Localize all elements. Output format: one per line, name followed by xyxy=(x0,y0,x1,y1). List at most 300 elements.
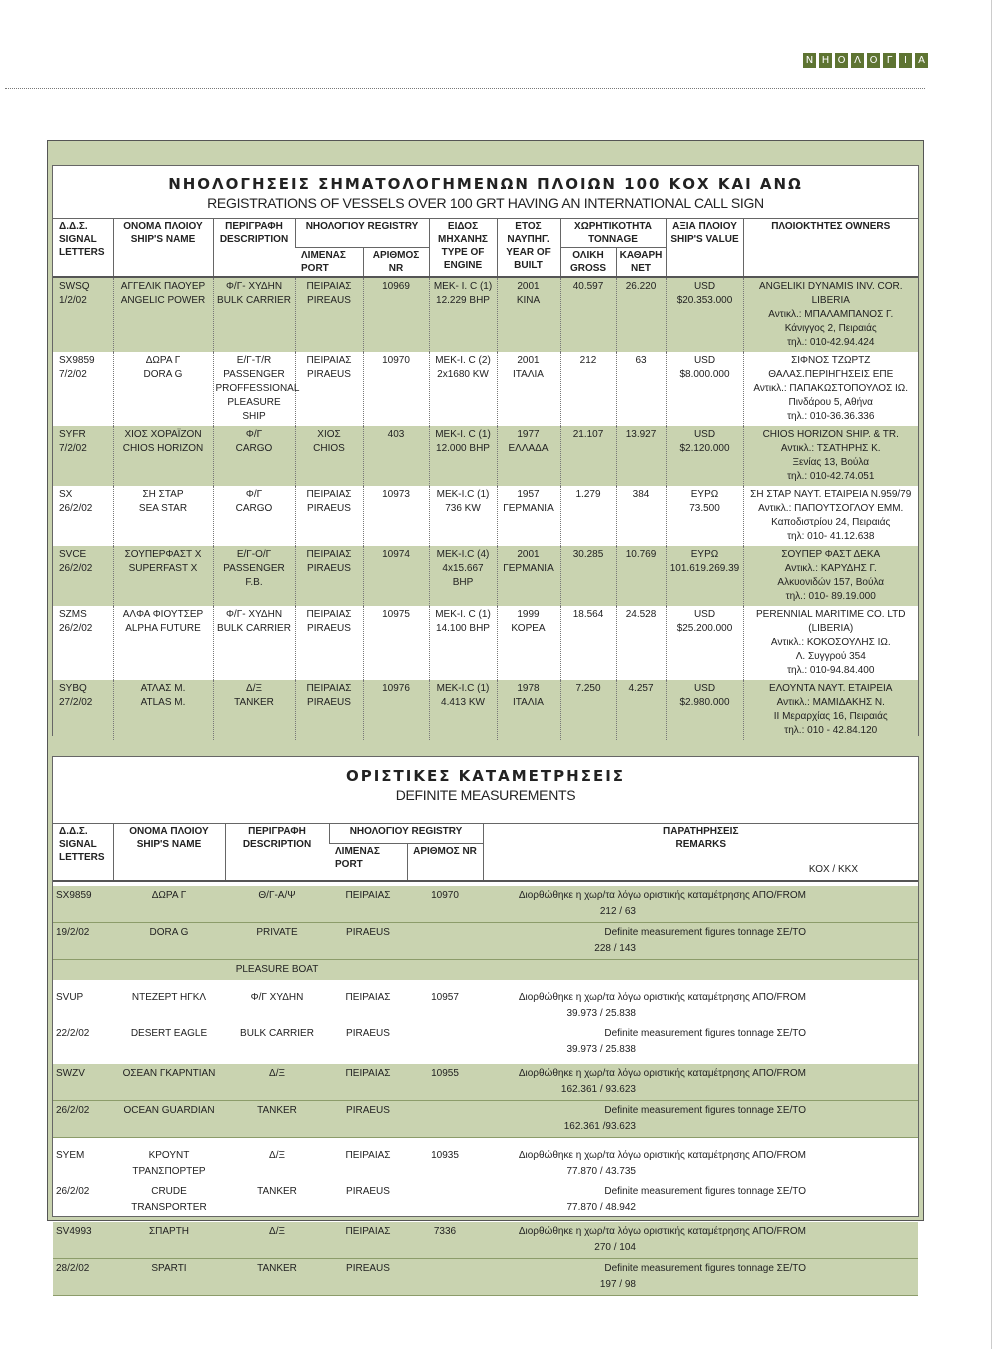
port-line: ΠΕΙΡΑΙΑΣ xyxy=(306,549,352,560)
owners-line: ANGELIKI DYNAMIS INV. COR. LIBERIA xyxy=(758,281,903,306)
port xyxy=(295,680,363,740)
ship-value-line: ΕΥΡΩ xyxy=(690,489,719,500)
description-line: PASSENGER xyxy=(223,369,285,380)
remark-tonnage: 39.973 / 25.838 xyxy=(566,1044,636,1055)
description-line: PASSENGER F.B. xyxy=(223,563,285,588)
registry-nr: 10935 xyxy=(431,1150,459,1161)
signal-letters-line: SX xyxy=(59,489,73,500)
signal-letters xyxy=(53,352,113,426)
port-gr: ΠΕΙΡΑΙΑΣ xyxy=(329,886,407,923)
ship-value xyxy=(666,606,743,680)
m-col-name: ΟΝΟΜΑ ΠΛΟΙΟΥ SHIP'S NAME xyxy=(113,824,225,882)
ship-name-gr: ΣΠΑΡΤΗ xyxy=(113,1222,225,1259)
col-nr: ΑΡΙΘΜΟΣ NR xyxy=(363,248,429,278)
year-built-line: ΓΕΡΜΑΝΙΑ xyxy=(503,563,554,574)
net-tonnage-line: 384 xyxy=(632,489,650,500)
ship-value-line: 73.500 xyxy=(689,503,720,514)
table-row xyxy=(53,1146,918,1182)
gross-tonnage xyxy=(560,426,616,486)
registry-nr: 7336 xyxy=(407,1222,483,1259)
m-col-nr: ΑΡΙΘΜΟΣ NR xyxy=(407,844,483,881)
engine-line: 736 KW xyxy=(445,503,481,514)
owners-line: ΕΛΟΥΝΤΑ ΝΑΥΤ. ΕΤΑΙΡΕΙΑ xyxy=(769,683,893,694)
ship-name-line: DORA G xyxy=(143,369,183,380)
ship-name-line: SEA STAR xyxy=(138,503,188,514)
engine-line: 14.100 BHP xyxy=(436,623,490,634)
col-signal: Δ.Δ.Σ. SIGNAL LETTERS xyxy=(53,219,113,278)
ship-name-gr: ΔΩΡΑ Γ xyxy=(113,886,225,923)
ship-name-line: CHIOS HORIZON xyxy=(122,443,204,454)
ship-name-line: ANGELIC POWER xyxy=(120,295,206,306)
description-line: Φ/Γ- ΧΥΔΗΝ xyxy=(225,281,283,292)
table-row xyxy=(53,1024,918,1060)
year-built-line: ΚΟΡΕΑ xyxy=(511,623,546,634)
engine-line: ΜΕΚ-Ι. C (1) xyxy=(435,609,491,620)
description-line: PROFFESSIONAL xyxy=(215,383,300,394)
gross-tonnage xyxy=(560,546,616,606)
ship-name-gr: ΝΤΕΖΕΡΤ ΗΓΚΛ xyxy=(131,992,207,1003)
description-en: TANKER xyxy=(225,1259,329,1296)
net-tonnage xyxy=(616,546,666,606)
ship-value-line: USD xyxy=(693,429,716,440)
engine-line: ΜΕΚ-Ι.C (4) xyxy=(436,549,490,560)
owners-line: Πινδάρου 5, Αθήνα xyxy=(788,397,873,408)
empty xyxy=(483,960,918,981)
remark-tonnage: 212 / 63 xyxy=(599,906,636,917)
registry-nr xyxy=(363,546,429,606)
remark-text: Διορθώθηκε η χωρ/τα λόγω οριστικής καταμέτρησης ΑΠΟ/FROM xyxy=(518,1226,806,1237)
port-line: CHIOS xyxy=(313,443,345,454)
banner-letter: Α xyxy=(915,53,928,68)
port-en: PIRAEUS xyxy=(346,1028,390,1039)
engine xyxy=(429,352,497,426)
col-net: ΚΑΘΑΡΗ NET xyxy=(616,248,666,278)
owners-line: Καποδιστρίου 24, Πειραιάς xyxy=(771,517,891,528)
port xyxy=(295,546,363,606)
ship-name-line: ΧΙΟΣ ΧΟΡΑΪΖΟΝ xyxy=(124,429,202,440)
remark-text: Definite measurement figures tonnage ΣΕ/ΤΟ xyxy=(604,1028,806,1039)
engine-line: ΜΕΚ-Ι.C (1) xyxy=(436,683,490,694)
ship-value-line: $20.353.000 xyxy=(676,295,733,306)
signal-letters: SVUP xyxy=(56,992,84,1003)
owners-line: τηλ.: 010- 89.19.000 xyxy=(785,591,876,602)
registry-nr-line: 10970 xyxy=(382,355,410,366)
m-col-remarks xyxy=(483,824,918,882)
col-port: ΛΙΜΕΝΑΣ PORT xyxy=(295,248,363,278)
banner-letter: Ν xyxy=(803,53,816,68)
empty xyxy=(407,960,483,981)
engine-line: ΜΕΚ-Ι.C (1) xyxy=(436,489,490,500)
col-tonnage: ΧΩΡΗΤΙΚΟΤΗΤΑ TONNAGE xyxy=(560,219,666,248)
table-row xyxy=(53,988,918,1024)
ship-name xyxy=(113,486,213,546)
col-gross: ΟΛΙΚΗ GROSS xyxy=(560,248,616,278)
m-col-description: ΠΕΡΙΓΡΑΦΗ DESCRIPTION xyxy=(225,824,329,882)
owners-line: τηλ.: 010-36.36.336 xyxy=(787,411,875,422)
engine-line: ΜΕΚ- Ι. C (1) xyxy=(433,281,493,292)
port-line: PIRAEUS xyxy=(307,623,351,634)
col-name: ΟΝΟΜΑ ΠΛΟΙΟΥ SHIP'S NAME xyxy=(113,219,213,278)
engine xyxy=(429,606,497,680)
remark xyxy=(483,1259,918,1296)
port-gr: ΠΕΙΡΑΙΑΣ xyxy=(329,1222,407,1259)
year-built-line: ΓΕΡΜΑΝΙΑ xyxy=(503,503,554,514)
year-built-line: ΙΤΑΛΙΑ xyxy=(513,369,544,380)
net-tonnage-line: 10.769 xyxy=(625,549,657,560)
gross-tonnage-line: 7.250 xyxy=(575,683,601,694)
description xyxy=(213,680,295,740)
engine-line: 4x15.667 BHP xyxy=(442,563,484,588)
remark xyxy=(483,1222,918,1259)
description xyxy=(213,546,295,606)
ship-name-line: ΑΤΛΑΣ Μ. xyxy=(140,683,186,694)
banner-letter: Ο xyxy=(867,53,880,68)
description-gr: Δ/Ξ xyxy=(225,1222,329,1259)
description-line: Φ/Γ- ΧΥΔΗΝ xyxy=(225,609,283,620)
registry-nr: 10957 xyxy=(431,992,459,1003)
empty xyxy=(113,960,225,981)
table-row xyxy=(53,1182,918,1218)
ship-name-line: ΣΗ ΣΤΑΡ xyxy=(142,489,184,500)
ship-value xyxy=(666,680,743,740)
year-built-line: 1957 xyxy=(517,489,540,500)
owners-line: τηλ.: 010-94.84.400 xyxy=(787,665,875,676)
table-row xyxy=(53,1101,918,1138)
signal-letters: SV4993 xyxy=(53,1222,113,1259)
registry-nr-empty xyxy=(407,1024,483,1060)
port-line: ΠΕΙΡΑΙΑΣ xyxy=(306,355,352,366)
net-tonnage xyxy=(616,277,666,352)
table-row xyxy=(53,606,918,680)
remark xyxy=(483,1024,918,1060)
owners-line: τηλ.: 010-42.74.051 xyxy=(787,471,875,482)
col-value: ΑΞΙΑ ΠΛΟΙΟΥ SHIP'S VALUE xyxy=(666,219,743,278)
remark-tonnage: 197 / 98 xyxy=(599,1279,636,1290)
remark-text: Definite measurement figures tonnage ΣΕ/ΤΟ xyxy=(604,1263,806,1274)
year-built xyxy=(497,352,560,426)
measurements-title-en: DEFINITE MEASUREMENTS xyxy=(395,787,576,803)
ship-name xyxy=(113,352,213,426)
col-registry: ΝΗΟΛΟΓΙΟΥ REGISTRY xyxy=(295,219,429,248)
date: 22/2/02 xyxy=(56,1028,90,1039)
ship-name xyxy=(113,546,213,606)
ship-value-line: 101.619.269.39 xyxy=(669,563,740,574)
port-line: PIRAEUS xyxy=(307,563,351,574)
signal-letters xyxy=(53,277,113,352)
m-col-signal: Δ.Δ.Σ. SIGNAL LETTERS xyxy=(53,824,113,882)
year-built xyxy=(497,680,560,740)
remark xyxy=(483,923,918,960)
net-tonnage-line: 63 xyxy=(635,355,647,366)
row-gap xyxy=(53,980,918,988)
net-tonnage-line: 26.220 xyxy=(625,281,657,292)
ship-value-line: $8.000.000 xyxy=(679,369,730,380)
year-built-line: ΙΤΑΛΙΑ xyxy=(513,697,544,708)
signal-letters-line: 1/2/02 xyxy=(59,295,87,306)
ship-value xyxy=(666,352,743,426)
description-line: Φ/Γ xyxy=(245,429,263,440)
registry-nr xyxy=(363,606,429,680)
port-line: ΠΕΙΡΑΙΑΣ xyxy=(306,609,352,620)
tables-frame xyxy=(47,140,924,1290)
owners-line: Αντικλ.: ΚΟΚΟΣΟΥΛΗΣ ΙΩ. xyxy=(770,637,891,648)
year-built xyxy=(497,606,560,680)
date: 28/2/02 xyxy=(53,1259,113,1296)
ship-value-line: ΕΥΡΩ xyxy=(690,549,719,560)
remark-text: Definite measurement figures tonnage ΣΕ/ΤΟ xyxy=(604,927,806,938)
registry-nr xyxy=(363,352,429,426)
registry-nr-empty xyxy=(407,1101,483,1138)
col-owners: ΠΛΟΙΟΚΤΗΤΕΣ OWNERS xyxy=(743,219,918,278)
col-year: ΕΤΟΣ ΝΑΥΠΗΓ. YEAR OF BUILT xyxy=(497,219,560,278)
port xyxy=(295,426,363,486)
gross-tonnage xyxy=(560,486,616,546)
port-line: PIRAEUS xyxy=(307,503,351,514)
ship-name-line: ΑΛΦΑ ΦΙΟΥΤΣΕΡ xyxy=(122,609,204,620)
table-row xyxy=(53,352,918,426)
engine-line: 12.000 BHP xyxy=(436,443,490,454)
table-row xyxy=(53,1222,918,1259)
net-tonnage-line: 4.257 xyxy=(628,683,654,694)
port-line: ΧΙΟΣ xyxy=(317,429,341,440)
header-rule xyxy=(5,88,925,89)
registry-nr-line: 10974 xyxy=(382,549,410,560)
signal-letters-line: 7/2/02 xyxy=(59,369,87,380)
ship-name xyxy=(113,277,213,352)
registrations-title-en: REGISTRATIONS OF VESSELS OVER 100 GRT HAVING AN INTERNATIONAL CALL SIGN xyxy=(207,195,764,211)
engine xyxy=(429,486,497,546)
registry-nr-line: 403 xyxy=(387,429,405,440)
date: 19/2/02 xyxy=(53,923,113,960)
remark-tonnage: 39.973 / 25.838 xyxy=(566,1008,636,1019)
engine xyxy=(429,680,497,740)
ship-name-en: OCEAN GUARDIAN xyxy=(113,1101,225,1138)
remark xyxy=(483,886,918,923)
owners xyxy=(743,680,918,740)
description-gr: Φ/Γ ΧΥΔΗΝ xyxy=(250,992,304,1003)
net-tonnage xyxy=(616,426,666,486)
owners-line: ΙΙ Μεραρχίας 16, Πειραιάς xyxy=(773,711,888,722)
owners-line: ΣΗ ΣΤΑΡ ΝΑΥΤ. ΕΤΑΙΡΕΙΑ Ν.959/79 xyxy=(750,489,912,500)
signal-letters-line: SZMS xyxy=(59,609,87,620)
description-line: TANKER xyxy=(234,697,274,708)
ship-name-line: SUPERFAST X xyxy=(128,563,198,574)
description xyxy=(213,426,295,486)
description-gr: Δ/Ξ xyxy=(269,1150,285,1161)
empty xyxy=(329,960,407,981)
ship-name-line: ATLAS M. xyxy=(140,697,186,708)
year-built xyxy=(497,486,560,546)
table-row xyxy=(53,546,918,606)
gross-tonnage xyxy=(560,606,616,680)
owners xyxy=(743,277,918,352)
port-en: PIRAEUS xyxy=(329,923,407,960)
banner-letter: Ι xyxy=(899,53,912,68)
description-en: BULK CARRIER xyxy=(240,1028,314,1039)
row-gap-cell xyxy=(53,980,918,988)
ship-name-en: DORA G xyxy=(113,923,225,960)
port xyxy=(295,606,363,680)
registry-nr-empty xyxy=(407,1259,483,1296)
remark-tonnage: 228 / 143 xyxy=(594,943,636,954)
m-col-kox: ΚΟΧ / ΚΚΧ xyxy=(808,864,858,875)
year-built xyxy=(497,546,560,606)
owners-line: CHIOS HORIZON SHIP. & TR. xyxy=(762,429,899,440)
remark xyxy=(483,1064,918,1101)
signal-letters-line: SYFR xyxy=(59,429,86,440)
year-built-line: ΚΙΝΑ xyxy=(516,295,541,306)
year-built-line: 2001 xyxy=(517,281,540,292)
registrations-table xyxy=(53,218,918,740)
owners-line: τηλ: 010- 41.12.638 xyxy=(787,531,875,542)
ship-value-line: $2.120.000 xyxy=(679,443,730,454)
remark-text: Definite measurement figures tonnage ΣΕ/ΤΟ xyxy=(604,1105,806,1116)
banner-letter: Γ xyxy=(883,53,896,68)
ship-name-en: DESERT EAGLE xyxy=(130,1028,208,1039)
year-built-line: 1977 xyxy=(517,429,540,440)
ship-value-line: USD xyxy=(693,609,716,620)
remark xyxy=(483,1182,918,1218)
col-description: ΠΕΡΙΓΡΑΦΗ DESCRIPTION xyxy=(213,219,295,278)
registry-nr: 10970 xyxy=(407,886,483,923)
port-line: PIRAEUS xyxy=(307,369,351,380)
ship-value xyxy=(666,426,743,486)
net-tonnage-line: 13.927 xyxy=(625,429,657,440)
registry-nr-line: 10975 xyxy=(382,609,410,620)
port-en: PIRAEUS xyxy=(329,1101,407,1138)
remark-tonnage: 162.361 /93.623 xyxy=(563,1121,636,1132)
owners-line: Αντικλ.: ΚΑΡΥΔΗΣ Γ. xyxy=(784,563,877,574)
row-gap-cell xyxy=(53,1138,918,1147)
registrations-panel xyxy=(52,165,919,736)
owners-line: Λ. Συγγρού 354 xyxy=(795,651,866,662)
engine-line: 4.413 KW xyxy=(441,697,485,708)
registry-nr: 10955 xyxy=(407,1064,483,1101)
remark xyxy=(483,1146,918,1182)
ship-name-en: CRUDE TRANSPORTER xyxy=(131,1186,207,1213)
ship-value xyxy=(666,277,743,352)
m-col-registry: ΝΗΟΛΟΓΙΟΥ REGISTRY xyxy=(329,824,483,844)
table-row xyxy=(53,486,918,546)
net-tonnage xyxy=(616,606,666,680)
measurements-panel xyxy=(52,756,919,1290)
date: 26/2/02 xyxy=(53,1101,113,1138)
port-line: ΠΕΙΡΑΙΑΣ xyxy=(306,489,352,500)
signal-letters-line: SWSQ xyxy=(59,281,90,292)
engine xyxy=(429,426,497,486)
table-row xyxy=(53,923,918,960)
owners-line: PERENNIAL MARITIME CO. LTD (LIBERIA) xyxy=(756,609,906,634)
empty xyxy=(53,960,113,981)
signal-letters-line: 27/2/02 xyxy=(59,697,93,708)
remark-tonnage: 77.870 / 43.735 xyxy=(566,1166,636,1177)
year-built-line: ΕΛΛΑΔΑ xyxy=(508,443,549,454)
signal-letters-line: 7/2/02 xyxy=(59,443,87,454)
ship-name-gr: ΚΡΟΥΝΤ ΤΡΑΝΣΠΟΡΤΕΡ xyxy=(132,1150,206,1177)
description-en: TANKER xyxy=(257,1186,297,1197)
owners-line: Ξενίας 13, Βούλα xyxy=(792,457,870,468)
port-gr: ΠΕΙΡΑΙΑΣ xyxy=(345,992,391,1003)
ship-value xyxy=(666,486,743,546)
measurements-table xyxy=(53,823,918,1296)
registry-nr xyxy=(363,426,429,486)
registry-nr-empty xyxy=(407,923,483,960)
description xyxy=(213,277,295,352)
owners-line: Αντικλ.: ΤΣΑΤΗΡΗΣ Κ. xyxy=(780,443,881,454)
owners-line: Αντικλ.: ΠΑΠΑΚΩΣΤΟΠΟΥΛΟΣ ΙΩ. xyxy=(753,383,909,394)
table-row xyxy=(53,426,918,486)
registry-nr xyxy=(363,680,429,740)
description-line: Ε/Γ-Ο/Γ xyxy=(236,549,272,560)
net-tonnage xyxy=(616,352,666,426)
description-en: TANKER xyxy=(225,1101,329,1138)
signal-letters: SWZV xyxy=(53,1064,113,1101)
registry-nr-line: 10976 xyxy=(382,683,410,694)
ship-value-line: $2.980.000 xyxy=(679,697,730,708)
owners-line: Αντικλ.: ΠΑΠΟΥΤΣΟΓΛΟΥ ΕΜΜ. xyxy=(758,503,904,514)
gross-tonnage-line: 1.279 xyxy=(575,489,601,500)
owners-line: ΣΙΦΝΟΣ ΤΖΩΡΤΖ ΘΑΛΑΣ.ΠΕΡΙΗΓΗΣΕΙΣ ΕΠΕ xyxy=(768,355,894,380)
registry-nr-line: 10973 xyxy=(382,489,410,500)
signal-letters: SX9859 xyxy=(53,886,113,923)
remark-text: Διορθώθηκε η χωρ/τα λόγω οριστικής καταμέτρησης ΑΠΟ/FROM xyxy=(518,890,806,901)
port-line: ΠΕΙΡΑΙΑΣ xyxy=(306,683,352,694)
gross-tonnage xyxy=(560,352,616,426)
ship-value-line: USD xyxy=(693,355,716,366)
ship-name-line: ALPHA FUTURE xyxy=(125,623,201,634)
signal-letters xyxy=(53,546,113,606)
signal-letters: SYEM xyxy=(56,1150,85,1161)
engine-line: 2x1680 KW xyxy=(437,369,489,380)
description-line: Φ/Γ xyxy=(245,489,263,500)
remark-text: Διορθώθηκε η χωρ/τα λόγω οριστικής καταμέτρησης ΑΠΟ/FROM xyxy=(518,1068,806,1079)
description-line: Ε/Γ-Τ/R xyxy=(236,355,272,366)
gross-tonnage-line: 21.107 xyxy=(572,429,604,440)
remark-tonnage: 162.361 / 93.623 xyxy=(560,1084,636,1095)
owners-line: τηλ.: 010 - 42.84.120 xyxy=(784,725,878,736)
signal-letters xyxy=(53,426,113,486)
col-engine: ΕΙΔΟΣ ΜΗΧΑΝΗΣ TYPE OF ENGINE xyxy=(429,219,497,278)
engine-line: ΜΕΚ-Ι. C (2) xyxy=(435,355,491,366)
description-en: PRIVATE xyxy=(225,923,329,960)
date: 26/2/02 xyxy=(56,1186,90,1197)
owners xyxy=(743,426,918,486)
owners-line: ΣΟΥΠΕΡ ΦΑΣΤ ΔΕΚΑ xyxy=(781,549,881,560)
signal-letters-line: SX9859 xyxy=(59,355,95,366)
gross-tonnage-line: 212 xyxy=(579,355,597,366)
ship-name-line: ΑΓΓΕΛΙΚ ΠΑΟΥΕΡ xyxy=(120,281,206,292)
signal-letters xyxy=(53,486,113,546)
owners xyxy=(743,606,918,680)
table-row xyxy=(53,680,918,740)
gross-tonnage-line: 30.285 xyxy=(572,549,604,560)
year-built-line: 2001 xyxy=(517,355,540,366)
description xyxy=(213,352,300,426)
description xyxy=(213,486,295,546)
registrations-title-gr: ΝΗΟΛΟΓΗΣΕΙΣ ΣΗΜΑΤΟΛΟΓΗΜΕΝΩΝ ΠΛΟΙΩΝ 100 ΚΟΧ ΚΑΙ ΑΝΩ xyxy=(168,175,803,193)
signal-letters-line: 26/2/02 xyxy=(59,563,93,574)
ship-name xyxy=(113,426,213,486)
gross-tonnage-line: 40.597 xyxy=(572,281,604,292)
owners-line: Αντικλ.: ΜΑΜΙΔΑΚΗΣ Ν. xyxy=(776,697,885,708)
description-line: Δ/Ξ xyxy=(246,683,262,694)
section-banner xyxy=(803,53,928,68)
gross-tonnage xyxy=(560,277,616,352)
owners-line: Αλκυονιδών 157, Βούλα xyxy=(777,577,885,588)
net-tonnage xyxy=(616,486,666,546)
description-line: CARGO xyxy=(235,503,273,514)
remark xyxy=(483,988,918,1024)
